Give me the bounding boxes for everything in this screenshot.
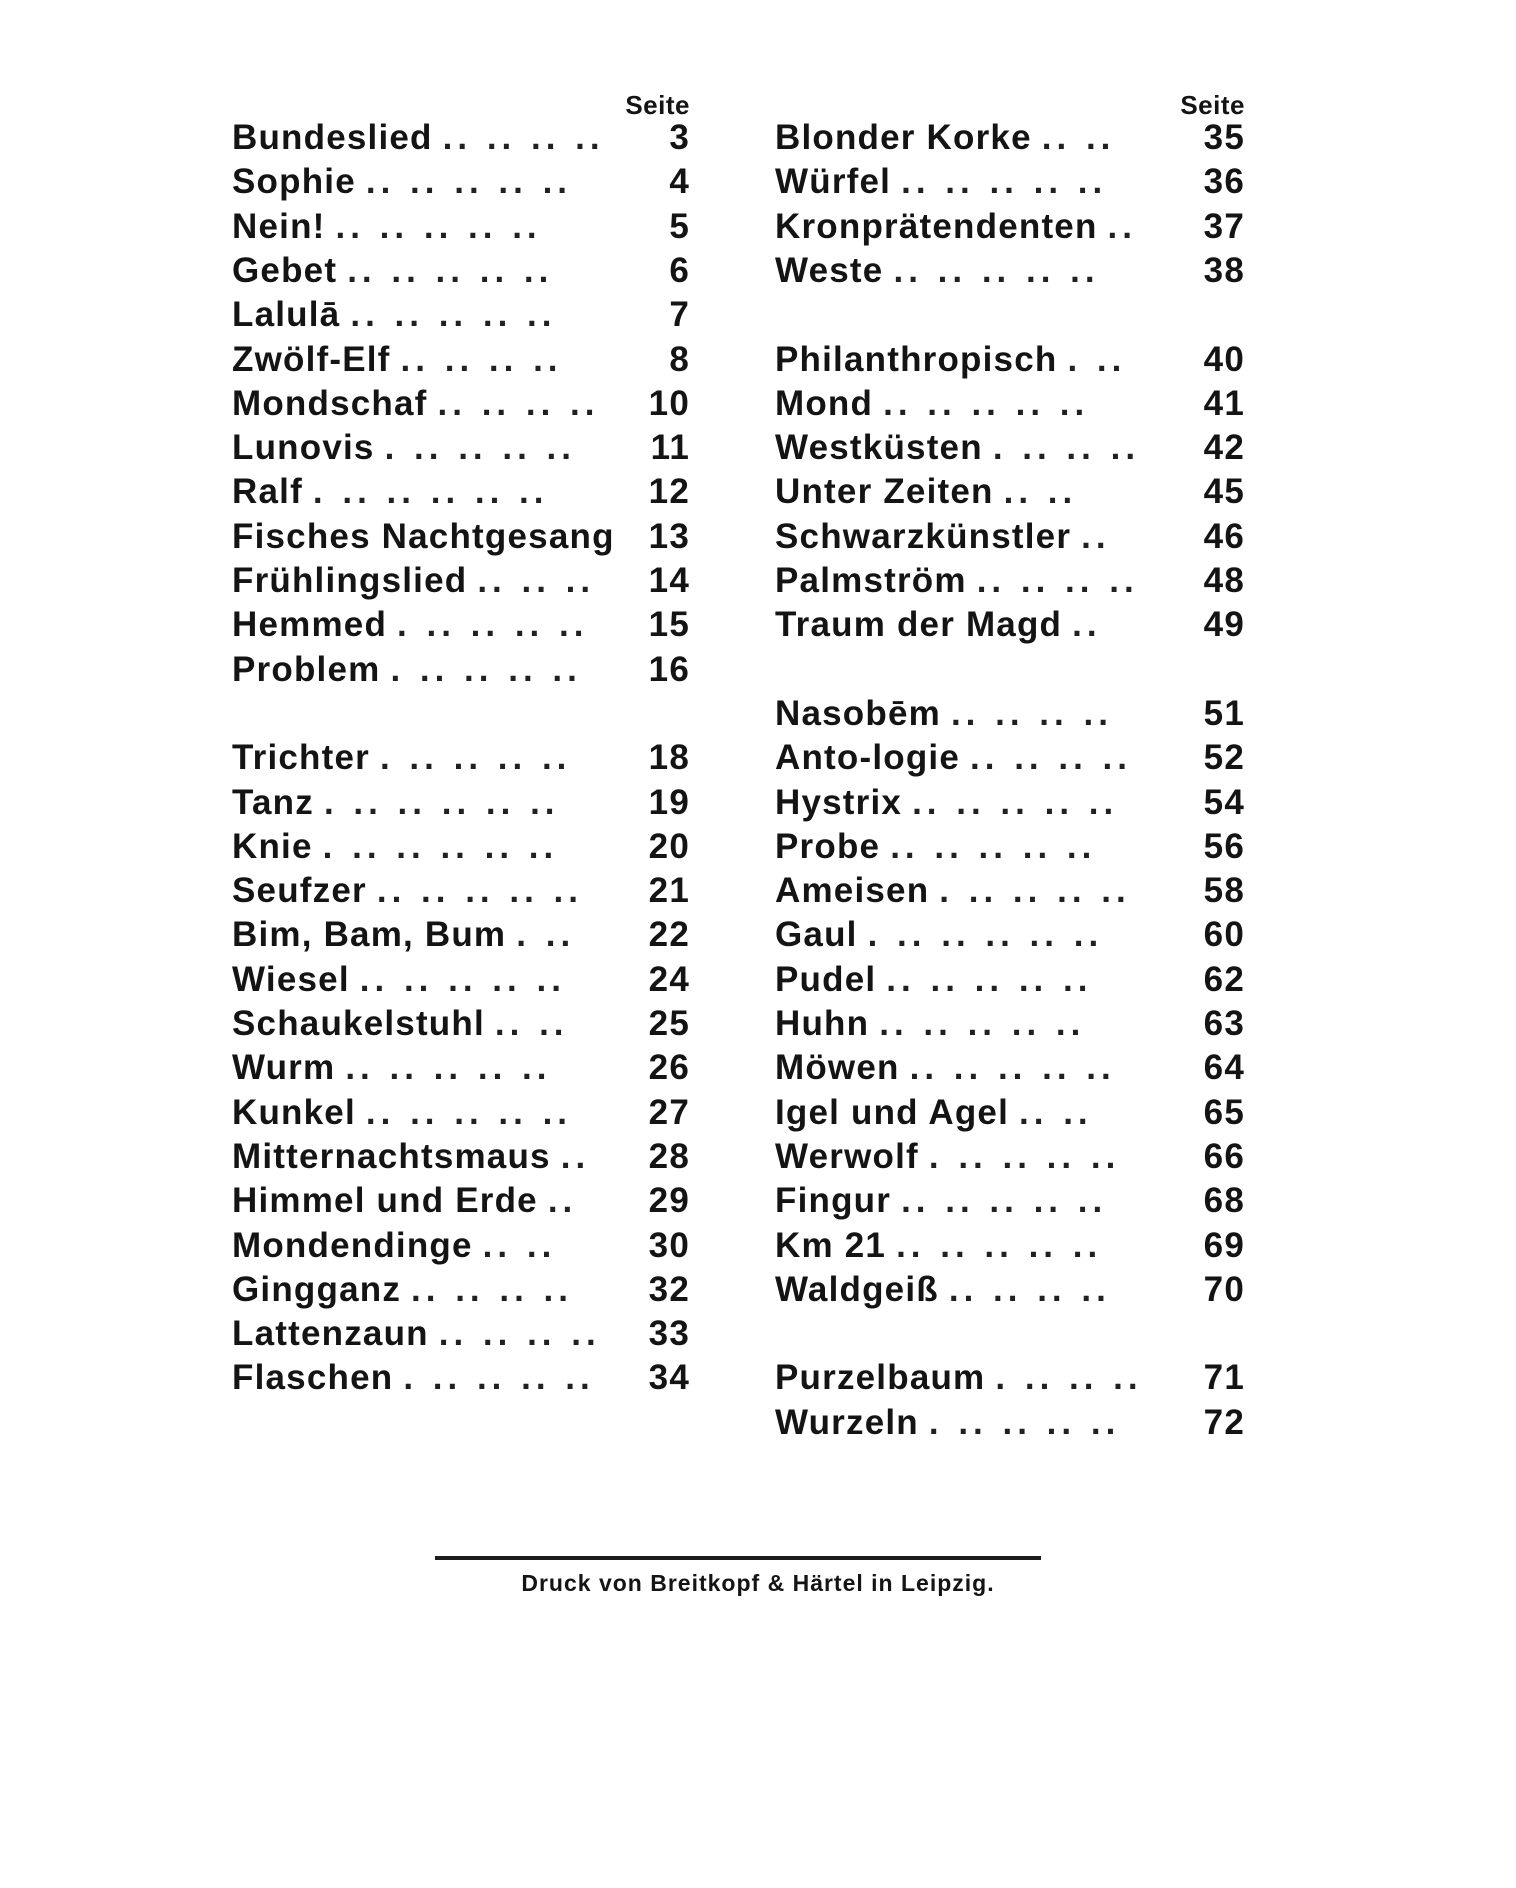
toc-entry-title: Würfel xyxy=(775,162,892,202)
toc-entry-page: 22 xyxy=(648,915,690,955)
toc-entry-title: Frühlingslied xyxy=(232,561,468,600)
toc-entry-title: Schwarzkünstler xyxy=(775,516,1072,556)
toc-entry-page: 20 xyxy=(648,826,690,866)
dot-leader: . .. .. .. .. xyxy=(928,1402,1121,1442)
toc-entry xyxy=(775,428,1245,472)
dot-leader: .. .. .. .. .. xyxy=(350,295,557,335)
toc-entry-page: 72 xyxy=(1203,1402,1245,1442)
toc-entry-page: 19 xyxy=(648,782,690,822)
dot-leader: .. xyxy=(1107,206,1137,246)
toc-entry-title: Flaschen xyxy=(232,1358,394,1398)
toc-entry-title: Kunkel xyxy=(232,1092,356,1132)
dot-leader: .. .. .. .. .. xyxy=(376,871,583,911)
toc-entry-page: 4 xyxy=(669,162,690,202)
toc-entry-page: 36 xyxy=(1203,162,1245,202)
toc-entry xyxy=(775,384,1245,428)
toc-entry-title: Pudel xyxy=(775,959,877,999)
dot-leader: .. .. .. .. xyxy=(411,1269,573,1309)
toc-entry-page: 18 xyxy=(648,738,690,778)
toc-entry-page: 51 xyxy=(1203,693,1245,733)
toc-entry xyxy=(775,960,1245,1004)
toc-entry xyxy=(232,1226,690,1270)
toc-entry xyxy=(232,871,690,915)
toc-entry xyxy=(775,561,1245,605)
toc-entry xyxy=(232,827,690,871)
dot-leader: . .. .. .. .. .. xyxy=(323,782,560,822)
toc-entry xyxy=(232,1358,690,1402)
toc-entry xyxy=(232,1093,690,1137)
dot-leader: .. xyxy=(560,1136,591,1176)
dot-leader: .. .. .. .. xyxy=(442,118,605,157)
toc-entry-title: Knie xyxy=(232,826,313,866)
dot-leader: . .. .. .. .. xyxy=(390,649,582,689)
dot-leader: .. .. .. .. .. xyxy=(901,162,1108,202)
dot-leader: . .. .. .. .. .. xyxy=(312,472,549,512)
toc-entry-title: Gebet xyxy=(232,250,338,290)
toc-entry-page: 45 xyxy=(1203,472,1245,512)
toc-entry xyxy=(775,1181,1245,1225)
toc-entry-title: Lattenzaun xyxy=(232,1314,429,1354)
toc-entry-page: 28 xyxy=(648,1136,690,1176)
toc-entry-page: 25 xyxy=(648,1004,690,1043)
toc-entry xyxy=(232,1137,690,1181)
toc-entry xyxy=(775,162,1245,206)
divider-rule xyxy=(435,1556,1041,1560)
toc-entry-page: 66 xyxy=(1203,1136,1245,1176)
toc-entry-title: Traum der Magd xyxy=(775,605,1063,645)
toc-entry xyxy=(775,1093,1245,1137)
toc-entry xyxy=(232,384,690,428)
dot-leader: .. .. xyxy=(1041,118,1116,157)
toc-entry-title: Ameisen xyxy=(775,871,930,911)
dot-leader: .. .. .. .. .. xyxy=(345,1048,552,1088)
toc-entry xyxy=(775,118,1245,162)
dot-leader: .. .. .. .. .. xyxy=(893,250,1100,290)
toc-entry xyxy=(232,1048,690,1092)
toc-entry-page: 8 xyxy=(669,339,690,379)
toc-entry xyxy=(232,472,690,516)
dot-leader: .. .. xyxy=(1019,1092,1093,1132)
dot-leader: . .. .. .. xyxy=(992,428,1141,468)
toc-entry xyxy=(232,517,690,561)
toc-entry-page: 27 xyxy=(648,1092,690,1132)
toc-entry-page: 15 xyxy=(648,605,690,645)
toc-entry-page: 68 xyxy=(1203,1181,1245,1221)
toc-entry-page: 71 xyxy=(1203,1358,1245,1398)
toc-entry-page: 60 xyxy=(1203,915,1245,955)
dot-leader: .. .. xyxy=(482,1225,557,1265)
toc-entry xyxy=(775,915,1245,959)
toc-entry-page: 48 xyxy=(1203,561,1245,600)
toc-entry-title: Werwolf xyxy=(775,1136,919,1176)
toc-entry-page: 21 xyxy=(648,871,690,911)
toc-entry-title: Anto-logie xyxy=(775,738,961,778)
toc-entry-title: Tanz xyxy=(232,782,314,822)
toc-entry-page: 29 xyxy=(648,1181,690,1221)
toc-entry-title: Km 21 xyxy=(775,1225,887,1265)
dot-leader: .. .. .. .. .. xyxy=(365,162,573,202)
toc-entry-title: Purzelbaum xyxy=(775,1358,986,1398)
toc-entry xyxy=(775,472,1245,516)
toc-entry xyxy=(232,162,690,206)
toc-entry-title: Gaul xyxy=(775,915,858,955)
toc-entry-title: Lalulā xyxy=(232,295,341,335)
toc-entry-title: Wurm xyxy=(232,1048,336,1088)
dot-leader: . .. xyxy=(516,915,576,955)
toc-entry-page: 64 xyxy=(1203,1048,1245,1088)
dot-leader: .. .. .. .. xyxy=(970,738,1132,778)
toc-entry xyxy=(232,605,690,649)
toc-entry-title: Himmel und Erde xyxy=(232,1181,538,1221)
toc-entry xyxy=(775,1137,1245,1181)
toc-entry-title: Nein! xyxy=(232,206,326,246)
toc-entry xyxy=(232,1181,690,1225)
toc-entry xyxy=(232,650,690,694)
dot-leader: .. .. .. .. .. xyxy=(890,826,1097,866)
dot-leader: .. .. .. .. xyxy=(950,693,1113,733)
toc-entry xyxy=(232,207,690,251)
toc-entry-page: 49 xyxy=(1203,605,1245,645)
dot-leader: . .. .. .. .. xyxy=(379,738,572,778)
toc-entry-page: 33 xyxy=(648,1314,690,1354)
toc-entry xyxy=(232,251,690,295)
toc-entry-title: Ralf xyxy=(232,472,303,512)
dot-leader: .. .. .. .. .. xyxy=(335,206,542,246)
toc-entry-title: Waldgeiß xyxy=(775,1269,939,1309)
toc-entry-title: Nasobēm xyxy=(775,693,941,733)
dot-leader: .. .. .. .. .. xyxy=(901,1181,1108,1221)
toc-entry xyxy=(775,827,1245,871)
toc-entry-page: 14 xyxy=(648,561,690,600)
toc-entry-title: Igel und Agel xyxy=(775,1092,1010,1132)
toc-entry xyxy=(232,783,690,827)
toc-entry xyxy=(232,738,690,782)
dot-leader: .. .. .. .. xyxy=(438,1314,601,1354)
toc-entry-page: 40 xyxy=(1203,339,1245,379)
dot-leader: .. .. .. .. .. xyxy=(359,959,566,999)
dot-leader: .. .. .. .. .. xyxy=(883,383,1090,423)
toc-entry xyxy=(775,1270,1245,1314)
toc-entry-title: Bim, Bam, Bum xyxy=(232,915,507,955)
toc-entry xyxy=(232,915,690,959)
toc-entry xyxy=(775,1048,1245,1092)
dot-leader: .. .. .. .. .. xyxy=(896,1225,1103,1265)
toc-entry-title: Gingganz xyxy=(232,1269,402,1309)
toc-entry xyxy=(775,1004,1245,1048)
dot-leader: . .. .. .. xyxy=(995,1358,1143,1398)
toc-entry-page: 30 xyxy=(648,1225,690,1265)
toc-entry-title: Hemmed xyxy=(232,605,388,645)
toc-entry-page: 34 xyxy=(648,1358,690,1398)
toc-entry-title: Problem xyxy=(232,649,381,689)
toc-entry-page: 5 xyxy=(669,206,690,246)
toc-entry xyxy=(232,118,690,162)
toc-entry xyxy=(775,694,1245,738)
toc-entry-page: 6 xyxy=(669,250,690,290)
toc-entry-page: 10 xyxy=(648,383,690,423)
toc-entry-page: 13 xyxy=(648,516,690,556)
dot-leader: .. xyxy=(1081,516,1111,556)
toc-entry xyxy=(232,340,690,384)
toc-entry-page: 56 xyxy=(1203,826,1245,866)
toc-entry-title: Schaukelstuhl xyxy=(232,1004,485,1043)
toc-entry xyxy=(775,251,1245,295)
toc-entry xyxy=(775,783,1245,827)
dot-leader: .. .. .. .. .. xyxy=(909,1048,1116,1088)
toc-entry-title: Mondendinge xyxy=(232,1225,473,1265)
toc-entry xyxy=(775,605,1245,649)
toc-entry xyxy=(775,1358,1245,1402)
dot-leader: . .. .. .. .. .. xyxy=(867,915,1104,955)
toc-entry-title: Möwen xyxy=(775,1048,900,1088)
toc-entry-title: Fingur xyxy=(775,1181,892,1221)
dot-leader: . .. .. .. .. .. xyxy=(322,826,559,866)
dot-leader: .. .. .. .. .. xyxy=(912,782,1119,822)
toc-entry-title: Trichter xyxy=(232,738,370,778)
toc-entry-title: Mond xyxy=(775,383,874,423)
toc-entry xyxy=(775,1403,1245,1447)
toc-entry-page: 54 xyxy=(1203,782,1245,822)
dot-leader: .. xyxy=(1072,605,1102,645)
toc-entry xyxy=(232,561,690,605)
dot-leader: . .. .. .. .. xyxy=(397,605,589,645)
toc-entry-title: Hystrix xyxy=(775,782,903,822)
toc-entry-title: Wurzeln xyxy=(775,1402,919,1442)
toc-entry xyxy=(775,340,1245,384)
dot-leader: . .. .. .. .. xyxy=(384,428,576,468)
toc-entry xyxy=(232,428,690,472)
toc-entry-title: Wiesel xyxy=(232,959,350,999)
toc-entry-page: 38 xyxy=(1203,250,1245,290)
dot-leader: .. .. .. xyxy=(477,561,596,600)
toc-entry-title: Palmström xyxy=(775,561,967,600)
toc-entry-page: 32 xyxy=(648,1269,690,1309)
toc-entry-page: 41 xyxy=(1203,383,1245,423)
toc-entry-title: Huhn xyxy=(775,1004,870,1043)
page-column-header: Seite xyxy=(1180,90,1245,120)
toc-entry-page: 63 xyxy=(1203,1004,1245,1043)
toc-entry-title: Fisches Nachtgesang xyxy=(232,516,615,556)
toc-entry-page: 12 xyxy=(648,472,690,512)
toc-entry-title: Unter Zeiten xyxy=(775,472,994,512)
toc-entry-page: 3 xyxy=(669,118,690,157)
toc-entry xyxy=(775,738,1245,782)
dot-leader: . .. xyxy=(1067,339,1127,379)
toc-entry xyxy=(775,517,1245,561)
toc-entry-title: Zwölf-Elf xyxy=(232,339,391,379)
page-column-header: Seite xyxy=(625,90,690,120)
toc-entry-title: Blonder Korke xyxy=(775,118,1032,157)
toc-entry-title: Seufzer xyxy=(232,871,367,911)
toc-entry-page: 24 xyxy=(648,959,690,999)
toc-entry-title: Sophie xyxy=(232,162,356,202)
toc-entry-title: Mondschaf xyxy=(232,383,428,423)
toc-entry xyxy=(232,960,690,1004)
toc-entry-page: 26 xyxy=(648,1048,690,1088)
dot-leader: . .. .. .. .. xyxy=(939,871,1131,911)
toc-entry-page: 46 xyxy=(1203,516,1245,556)
toc-entry xyxy=(775,207,1245,251)
dot-leader: .. .. .. .. xyxy=(948,1269,1111,1309)
toc-entry xyxy=(232,295,690,339)
toc-entry-title: Mitternachtsmaus xyxy=(232,1136,551,1176)
dot-leader: .. .. .. .. .. xyxy=(347,250,554,290)
toc-entry-page: 37 xyxy=(1203,206,1245,246)
toc-entry-title: Weste xyxy=(775,250,884,290)
toc-entry-page: 16 xyxy=(648,649,690,689)
toc-entry-title: Westküsten xyxy=(775,428,983,468)
toc-entry xyxy=(232,1004,690,1048)
toc-entry-page: 7 xyxy=(669,295,690,335)
toc-entry-title: Probe xyxy=(775,826,881,866)
toc-entry-page: 52 xyxy=(1203,738,1245,778)
dot-leader: .. .. xyxy=(494,1004,569,1043)
dot-leader: .. xyxy=(547,1181,578,1221)
toc-entry xyxy=(232,1270,690,1314)
toc-entry-title: Bundeslied xyxy=(232,118,433,157)
toc-entry-page: 35 xyxy=(1203,118,1245,157)
toc-entry xyxy=(232,1314,690,1358)
toc-entry-page: 11 xyxy=(650,428,690,468)
toc-entry-page: 58 xyxy=(1203,871,1245,911)
dot-leader: .. .. .. .. xyxy=(400,339,563,379)
dot-leader: .. .. .. .. xyxy=(437,383,600,423)
dot-leader: .. .. .. .. .. xyxy=(879,1004,1086,1043)
dot-leader: .. .. .. .. .. xyxy=(886,959,1093,999)
dot-leader: .. .. xyxy=(1003,472,1078,512)
toc-entry-title: Lunovis xyxy=(232,428,375,468)
dot-leader: .. .. .. .. xyxy=(976,561,1139,600)
toc-entry xyxy=(775,1226,1245,1270)
toc-entry-page: 42 xyxy=(1203,428,1245,468)
toc-entry-page: 70 xyxy=(1203,1269,1245,1309)
printer-imprint: Druck von Breitkopf & Härtel in Leipzig. xyxy=(521,1570,995,1596)
toc-entry-page: 65 xyxy=(1203,1092,1245,1132)
toc-entry-title: Kronprätendenten xyxy=(775,206,1098,246)
toc-entry xyxy=(775,871,1245,915)
toc-entry-page: 69 xyxy=(1203,1225,1245,1265)
dot-leader: . .. .. .. .. xyxy=(928,1136,1121,1176)
dot-leader: .. .. .. .. .. xyxy=(365,1092,573,1132)
toc-entry-title: Philanthropisch xyxy=(775,339,1058,379)
toc-entry-page: 62 xyxy=(1203,959,1245,999)
dot-leader: . .. .. .. .. xyxy=(403,1358,595,1398)
